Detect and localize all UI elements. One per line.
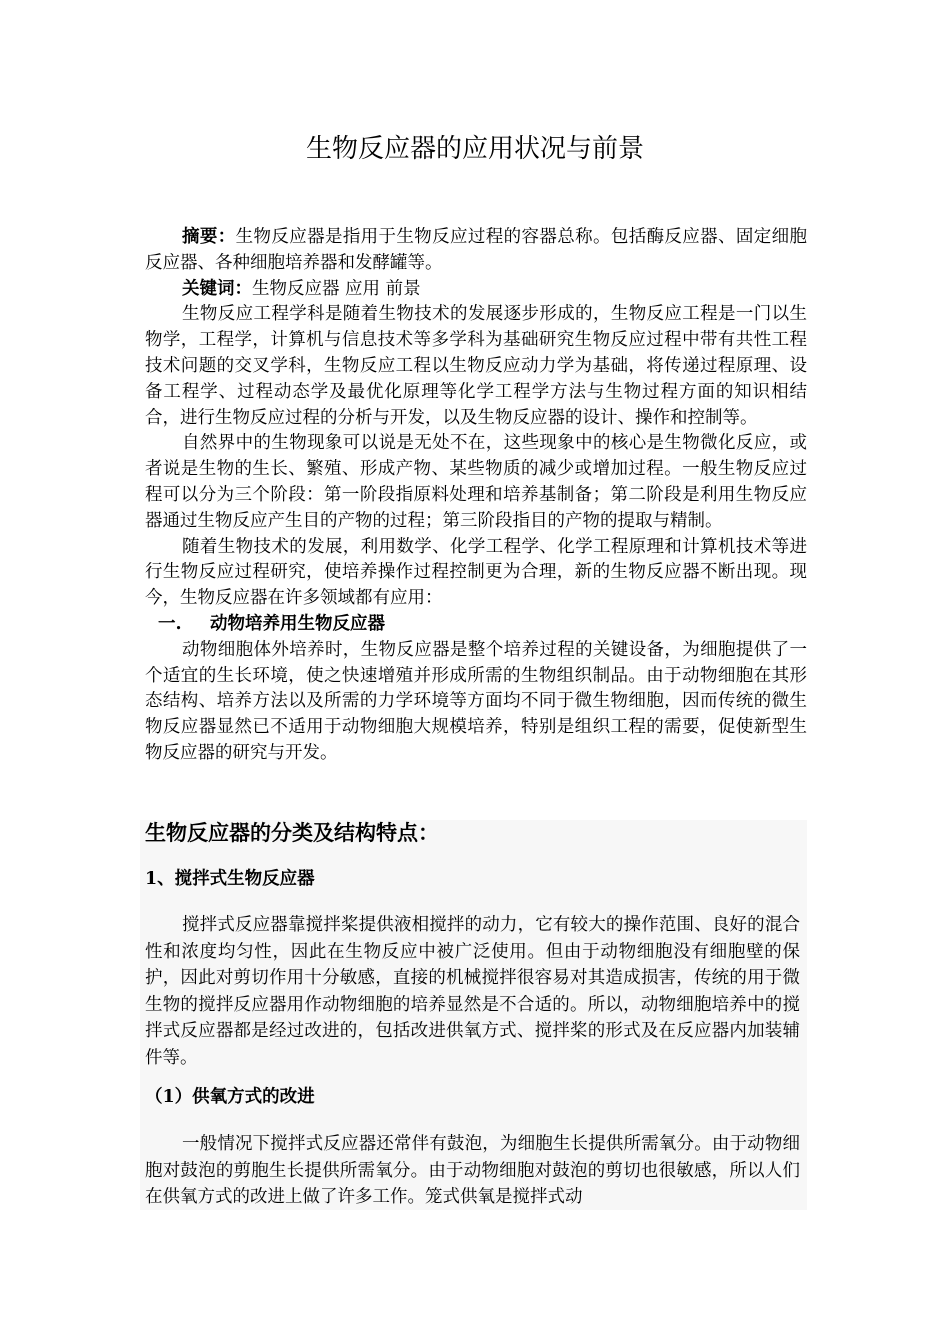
- abstract-text: 生物反应器是指用于生物反应过程的容器总称。包括酶反应器、固定细胞反应器、各种细胞培养器和发酵罐等。: [145, 227, 808, 273]
- intro-paragraph-2: 自然界中的生物现象可以说是无处不在，这些现象中的核心是生物微化反应，或者说是生物的生长、繁殖、形成产物、某些物质的减少或增加过程。一般生物反应过程可以分为三个阶段：第一阶段指原料处理和培养基制备；第二阶段是利用生物反应器通过生物反应产生目的产物的过程；第三阶段指目的产物的提取与精制。: [145, 433, 807, 531]
- abstract-label: 摘要：: [182, 227, 236, 247]
- subsection1a-body: [145, 1131, 800, 1211]
- subsection1-paragraph: 搅拌式反应器靠搅拌桨提供液相搅拌的动力，它有较大的操作范围、良好的混合性和浓度均匀性，因此在生物反应中被广泛使用。但由于动物细胞没有细胞壁的保护，因此对剪切作用十分敏感，直接的机械搅拌很容易对其造成损害，传统的用于微生物的搅拌反应器用作动物细胞的培养显然是不合适的。所以，动物细胞培养中的搅拌式反应器都是经过改进的，包括改进供氧方式、搅拌桨的形式及在反应器内加装辅件等。: [145, 915, 800, 1068]
- classification-heading: 生物反应器的分类及结构特点：: [145, 820, 439, 845]
- keywords-paragraph: [145, 277, 807, 303]
- body-upper: [145, 225, 807, 767]
- section1-paragraph: 动物细胞体外培养时，生物反应器是整个培养过程的关键设备，为细胞提供了一个适宜的生长环境，使之快速增殖并形成所需的生物组织制品。由于动物细胞在其形态结构、培养方法以及所需的力学环境等方面均不同于微生物细胞，因而传统的微生物反应器显然已不适用于动物细胞大规模培养，特别是组织工程的需要，促使新型生物反应器的研究与开发。: [145, 639, 807, 763]
- subsection1-heading: 1、搅拌式生物反应器: [145, 869, 315, 889]
- subsection1-body: [145, 912, 800, 1071]
- abstract-paragraph: [145, 225, 807, 277]
- subsection1a-heading: （1）供氧方式的改进: [145, 1087, 315, 1107]
- intro-paragraph-3: 随着生物技术的发展，利用数学、化学工程学、化学工程原理和计算机技术等进行生物反应过程研究，使培养操作过程控制更为合理，新的生物反应器不断出现。现今，生物反应器在许多领域都有应用：: [145, 536, 807, 609]
- intro-paragraph-1: 生物反应工程学科是随着生物技术的发展逐步形成的，生物反应工程是一门以生物学，工程学，计算机与信息技术等多学科为基础研究生物反应过程中带有共性工程技术问题的交叉学科，生物反应工程以生物反应动力学为基础，将传递过程原理、设备工程学、过程动态学及最优化原理等化学工程学方法与生物过程方面的知识相结合，进行生物反应过程的分析与开发，以及生物反应器的设计、操作和控制等。: [145, 304, 807, 428]
- keywords-text: 生物反应器 应用 前景: [252, 278, 421, 299]
- section1-title: 动物培养用生物反应器: [210, 613, 385, 634]
- subsection1a-paragraph: 一般情况下搅拌式反应器还常伴有鼓泡，为细胞生长提供所需氧分。由于动物细胞对鼓泡的剪胞生长提供所需氧分。由于动物细胞对鼓泡的剪切也很敏感，所以人们在供氧方式的改进上做了许多工作。笼式供氧是搅拌式动: [145, 1134, 800, 1207]
- section1-heading: [145, 612, 807, 638]
- keywords-label: 关键词：: [182, 278, 252, 299]
- section1-number: 一.: [158, 613, 182, 634]
- document-title: 生物反应器的应用状况与前景: [305, 134, 644, 164]
